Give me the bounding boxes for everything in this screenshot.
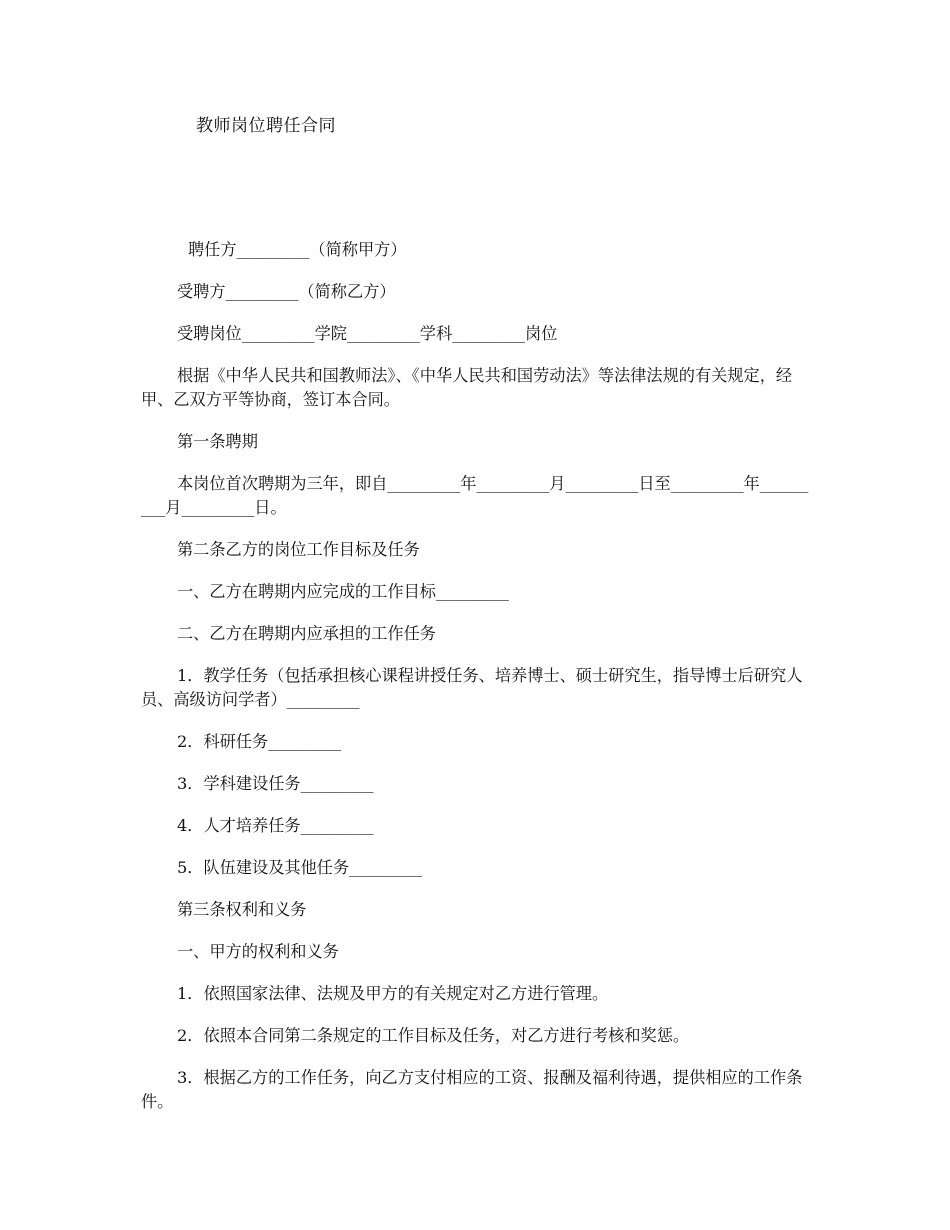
list-item-team: 5．队伍建设及其他任务_________ (177, 858, 423, 877)
paragraph-term: 本岗位首次聘期为三年，即自_________年_________月_________日至_________年_________月_________日。 (141, 474, 809, 517)
paragraph-employee: 受聘方_________（简称乙方） (177, 282, 396, 301)
document-body (141, 238, 813, 1132)
list-item-research: 2．科研任务_________ (177, 732, 342, 751)
paragraph-position: 受聘岗位_________学院_________学科_________岗位 (177, 324, 558, 343)
paragraph-employer-rights: 一、甲方的权利和义务 (177, 942, 339, 961)
paragraph-work-goals: 一、乙方在聘期内应完成的工作目标_________ (177, 582, 509, 601)
paragraph-preamble: 根据《中华人民共和国教师法》、《中华人民共和国劳动法》等法律法规的有关规定，经甲、乙双方平等协商，签订本合同。 (141, 366, 793, 409)
document-title: 教师岗位聘任合同 (196, 116, 336, 136)
list-item-management: 1．依照国家法律、法规及甲方的有关规定对乙方进行管理。 (177, 984, 609, 1003)
paragraph-employer: 聘任方_________（简称甲方） (188, 240, 407, 259)
article-1-heading: 第一条聘期 (177, 432, 258, 451)
list-item-teaching: 1．教学任务（包括承担核心课程讲授任务、培养博士、硕士研究生，指导博士后研究人员、高级访问学者）_________ (141, 666, 803, 709)
article-3-heading: 第三条权利和义务 (177, 900, 307, 919)
list-item-talent: 4．人才培养任务_________ (177, 816, 374, 835)
list-item-assessment: 2．依照本合同第二条规定的工作目标及任务，对乙方进行考核和奖惩。 (177, 1026, 690, 1045)
list-item-compensation: 3．根据乙方的工作任务，向乙方支付相应的工资、报酬及福利待遇，提供相应的工作条件。 (141, 1068, 803, 1111)
list-item-discipline: 3．学科建设任务_________ (177, 774, 374, 793)
article-2-heading: 第二条乙方的岗位工作目标及任务 (177, 540, 420, 559)
paragraph-work-tasks: 二、乙方在聘期内应承担的工作任务 (177, 624, 436, 643)
